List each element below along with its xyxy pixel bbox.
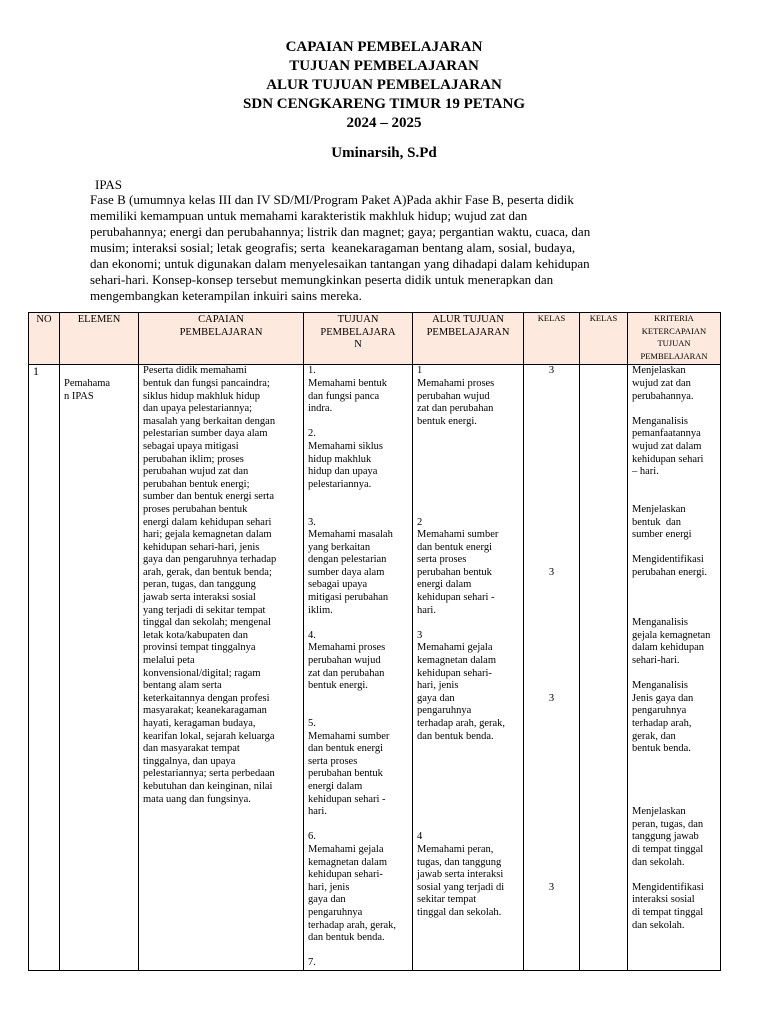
cell-line: Mengidentifikasi xyxy=(632,554,704,566)
cell-line: 1. xyxy=(308,365,316,377)
cell-line: hari, jenis xyxy=(308,881,350,893)
cell-line xyxy=(417,428,519,441)
cell-line xyxy=(632,479,716,492)
cell-line: peran, tugas, dan xyxy=(632,818,704,830)
row-elemen xyxy=(60,365,139,971)
cell-line: Memahami sumber xyxy=(308,730,390,742)
cell-line: 4. xyxy=(308,629,316,641)
cell-line: terhadap arah, gerak, xyxy=(417,718,506,729)
cell-line xyxy=(528,504,575,517)
cell-line xyxy=(632,869,716,882)
cell-line xyxy=(64,365,134,378)
cell-line: sebagai upaya mitigasi xyxy=(143,440,239,452)
cell-line xyxy=(528,441,575,454)
cell-line: iklim. xyxy=(308,604,333,616)
cell-line: kehidupan sehari xyxy=(632,453,704,465)
cell-line: 3 xyxy=(548,881,555,893)
author-name: Uminarsih, S.Pd xyxy=(331,145,437,161)
cell-line: sosial yang terjadi di xyxy=(417,881,505,893)
cell-line xyxy=(632,781,716,794)
cell-line: indra. xyxy=(308,403,333,415)
cell-line: 2 xyxy=(417,516,423,528)
cell-line xyxy=(417,491,519,504)
cell-line xyxy=(528,806,575,819)
cell-line xyxy=(632,579,716,592)
cell-line: melalui peta xyxy=(143,655,195,667)
intro-paragraph xyxy=(90,192,685,304)
cell-line xyxy=(528,605,575,618)
cell-line: provinsi tempat tinggalnya xyxy=(143,642,256,654)
cell-line xyxy=(308,416,408,429)
cell-line: Memahami bentuk xyxy=(308,377,388,389)
cell-line: tinggal dan sekolah. xyxy=(417,906,502,918)
cell-line: energi dalam kehidupan sehari xyxy=(143,516,272,528)
cell-line xyxy=(528,831,575,844)
cell-line xyxy=(528,391,575,404)
cell-line: dengan pelestarian xyxy=(308,554,387,566)
cell-line xyxy=(528,768,575,781)
cell-line: wujud zat dalam xyxy=(632,440,702,452)
cell-line: Memahami gejala xyxy=(308,843,384,855)
cell-line: Memahami peran, xyxy=(417,843,494,855)
cell-line xyxy=(308,504,408,517)
cell-line: serta proses xyxy=(417,554,467,566)
cell-line: dan sekolah. xyxy=(632,856,685,868)
cell-line: bentuk dan fungsi pancaindra; xyxy=(143,377,270,389)
cell-line: n IPAS xyxy=(64,390,94,402)
cell-line: kehidupan sehari - xyxy=(308,793,386,805)
cell-line: mitigasi perubahan xyxy=(308,592,389,604)
cell-line: sehari-hari. xyxy=(632,655,680,667)
cell-line: 3 xyxy=(417,629,423,641)
cell-line: energi dalam xyxy=(417,579,472,591)
cell-line xyxy=(528,844,575,857)
cell-line: dan bentuk energi xyxy=(308,743,384,755)
cell-line: perubahan bentuk xyxy=(417,566,492,578)
cell-line: Memahami sumber xyxy=(417,529,499,541)
cell-line xyxy=(417,756,519,769)
cell-line xyxy=(632,794,716,807)
cell-line: letak kota/kabupaten dan xyxy=(143,629,248,641)
cell-line: terhadap arah, xyxy=(632,718,692,729)
cell-line: peran, tugas, dan tanggung xyxy=(143,579,256,591)
cell-line: siklus hidup makhluk hidup xyxy=(143,390,260,402)
cell-line: jawab serta interaksi sosial xyxy=(143,592,256,604)
cell-line xyxy=(528,756,575,769)
cell-line: yang terjadi di sekitar tempat xyxy=(143,604,266,616)
cell-line xyxy=(528,731,575,744)
cell-line: PEMBELAJARAN xyxy=(640,350,708,361)
intro-line: perubahannya; energi dan perubahannya; listrik dan magnet; gaya; pergantian waktu, cuaca, dan xyxy=(90,224,591,239)
cell-line: Peserta didik memahami xyxy=(143,365,247,377)
cell-line xyxy=(528,819,575,832)
cell-line xyxy=(632,592,716,605)
cell-line xyxy=(528,705,575,718)
cell-line xyxy=(528,630,575,643)
cell-line xyxy=(417,441,519,454)
title-line: ALUR TUJUAN PEMBELAJARAN xyxy=(266,77,502,93)
cell-line xyxy=(528,579,575,592)
cell-line xyxy=(632,768,716,781)
cell-line: perubahan energi. xyxy=(632,566,708,578)
cell-line: Menjelaskan xyxy=(632,365,686,377)
header-no: NO xyxy=(29,313,60,365)
intro-line: memiliki kemampuan untuk memahami karakteristik makhluk hidup; wujud zat dan xyxy=(90,208,528,223)
cell-line xyxy=(632,491,716,504)
cell-line: kehidupan sehari- xyxy=(417,667,492,679)
cell-line: ALUR TUJUAN xyxy=(432,314,504,325)
cell-line: kemagnetan dalam xyxy=(308,856,388,868)
cell-line xyxy=(417,504,519,517)
cell-line: perubahan wujud xyxy=(417,390,490,402)
cell-line: Memahami proses xyxy=(308,642,386,654)
cell-line: tinggalnya, dan upaya xyxy=(143,755,236,767)
cell-line xyxy=(528,416,575,429)
cell-line: 2. xyxy=(308,428,316,440)
cell-line: di tempat tinggal xyxy=(632,906,704,918)
cell-line: 4 xyxy=(417,831,423,843)
cell-line: hayati, keragaman budaya, xyxy=(143,718,256,729)
cell-line: gaya dan xyxy=(308,894,346,906)
cell-line: 7. xyxy=(308,957,316,969)
intro-line: sehari-hari. Konsep-konsep tersebut memungkinkan peserta didik untuk menerapkan dan xyxy=(90,272,554,287)
cell-line xyxy=(528,642,575,655)
cell-line: terhadap arah, gerak, xyxy=(308,919,397,931)
cell-line: tinggal dan sekolah; mengenal xyxy=(143,617,272,629)
cell-line: dalam kehidupan xyxy=(632,642,705,654)
title-line: 2024 – 2025 xyxy=(346,115,422,131)
cell-line xyxy=(528,680,575,693)
cell-line xyxy=(528,428,575,441)
cell-line: tanggung jawab xyxy=(632,831,699,843)
cell-line: arah, gerak, dan bentuk benda; xyxy=(143,566,272,578)
cell-line: 3. xyxy=(308,516,316,528)
learning-objectives-table xyxy=(28,312,721,971)
cell-line: kearifan lokal, sejarah keluarga xyxy=(143,730,275,742)
cell-line: perubahan wujud xyxy=(308,655,381,667)
cell-line: konvensional/digital; ragam xyxy=(143,667,261,679)
cell-line: PEMBELAJARAN xyxy=(426,326,510,338)
title-line: CAPAIAN PEMBELAJARAN xyxy=(285,39,483,55)
cell-line: bentang alam serta xyxy=(143,680,222,692)
cell-line: pengaruhnya xyxy=(417,705,472,717)
cell-line xyxy=(308,693,408,706)
cell-line: jawab serta interaksi xyxy=(417,869,504,881)
cell-line xyxy=(308,819,408,832)
cell-line xyxy=(308,617,408,630)
header-kelas-1: KELAS xyxy=(524,313,580,365)
cell-line: Memahami proses xyxy=(417,377,495,389)
cell-line: Pemahama xyxy=(64,377,111,389)
title-line: SDN CENGKARENG TIMUR 19 PETANG xyxy=(243,96,525,112)
cell-line: hari, jenis xyxy=(417,680,459,692)
cell-line xyxy=(528,378,575,391)
cell-line: 3 xyxy=(548,365,555,377)
row-tujuan xyxy=(304,365,413,971)
cell-line xyxy=(528,857,575,870)
cell-line: kehidupan sehari- xyxy=(308,869,383,881)
cell-line: CAPAIAN xyxy=(198,314,244,325)
cell-line: KRITERIA xyxy=(654,313,694,323)
cell-line: bentuk energi. xyxy=(308,680,368,692)
cell-line xyxy=(528,491,575,504)
cell-line: pemanfaatannya xyxy=(632,428,701,440)
cell-line xyxy=(528,655,575,668)
cell-line: bentuk energi. xyxy=(417,415,477,427)
header-capaian xyxy=(139,313,304,365)
cell-line: dan sekolah. xyxy=(632,919,685,931)
cell-line xyxy=(528,869,575,882)
cell-line: 3 xyxy=(548,566,555,578)
cell-line xyxy=(417,819,519,832)
cell-line: Memahami gejala xyxy=(417,642,493,654)
cell-line xyxy=(632,668,716,681)
cell-line: hidup dan upaya xyxy=(308,466,378,478)
cell-line: mata uang dan fungsinya. xyxy=(143,793,251,805)
cell-line: hidup makhluk xyxy=(308,453,372,465)
cell-line: interaksi sosial xyxy=(632,894,695,906)
cell-line: pengaruhnya xyxy=(632,705,687,717)
cell-line xyxy=(528,718,575,731)
header-kriteria xyxy=(628,313,721,365)
cell-line: dan bentuk benda. xyxy=(308,932,385,944)
cell-line: Menganalisis xyxy=(632,680,688,692)
row-no: 1 xyxy=(29,365,60,971)
cell-line: kehidupan sehari - xyxy=(417,592,495,604)
intro-line: musim; interaksi sosial; letak geografis; serta keanekaragaman bentang alam, sosial, budaya, xyxy=(90,240,576,255)
cell-line xyxy=(528,466,575,479)
cell-line: gerak, dan xyxy=(632,730,676,742)
cell-line: TUJUAN xyxy=(337,314,379,325)
cell-line: Menganalisis xyxy=(632,415,688,427)
cell-line: serta proses xyxy=(308,755,358,767)
cell-line: 6. xyxy=(308,831,316,843)
cell-line: TUJUAN xyxy=(657,338,691,349)
header-elemen: ELEMEN xyxy=(60,313,139,365)
cell-line: 1 xyxy=(417,365,423,377)
cell-line: perubahannya. xyxy=(632,390,694,402)
row-kelas xyxy=(524,365,580,971)
title-line: TUJUAN PEMBELAJARAN xyxy=(289,58,479,74)
cell-line xyxy=(417,617,519,630)
cell-line: hari. xyxy=(417,604,436,616)
cell-line xyxy=(308,705,408,718)
cell-line: perubahan wujud zat dan xyxy=(143,466,249,478)
cell-line xyxy=(528,794,575,807)
cell-line: Memahami siklus xyxy=(308,440,383,452)
cell-line: Jenis gaya dan xyxy=(632,692,694,704)
cell-line: PEMBELAJARA xyxy=(320,326,396,338)
cell-line: hari; gejala kemagnetan dalam xyxy=(143,529,272,541)
cell-line: Mengidentifikasi xyxy=(632,881,704,893)
cell-line: sekitar tempat xyxy=(417,894,477,906)
cell-line: KETERCAPAIAN xyxy=(641,325,707,336)
cell-line: perubahan bentuk xyxy=(308,768,383,780)
cell-line xyxy=(528,454,575,467)
row-kelas-empty xyxy=(580,365,628,971)
cell-line: gaya dan pengaruhnya terhadap xyxy=(143,554,277,566)
cell-line xyxy=(632,605,716,618)
cell-line xyxy=(417,768,519,781)
cell-line xyxy=(417,794,519,807)
cell-line: kebutuhan dan keinginan, nilai xyxy=(143,780,273,792)
cell-line xyxy=(528,403,575,416)
header-tujuan xyxy=(304,313,413,365)
cell-line: wujud zat dan xyxy=(632,377,691,389)
subject-label: IPAS xyxy=(95,177,122,192)
cell-line xyxy=(417,454,519,467)
cell-line: sumber daya alam xyxy=(308,566,385,578)
cell-line: 5. xyxy=(308,718,316,729)
cell-line: dan fungsi panca xyxy=(308,390,380,402)
cell-line: keterkaitannya dengan profesi xyxy=(143,692,270,704)
cell-line xyxy=(528,781,575,794)
cell-line: pelestariannya. xyxy=(308,478,372,490)
intro-line: Fase B (umumnya kelas III dan IV SD/MI/Program Paket A)Pada akhir Fase B, peserta didik xyxy=(90,192,574,207)
cell-line xyxy=(528,517,575,530)
cell-line: pelestariannya; serta perbedaan xyxy=(143,768,275,780)
cell-line xyxy=(308,491,408,504)
cell-line: kemagnetan dalam xyxy=(417,655,497,667)
row-kriteria xyxy=(628,365,721,971)
cell-line: proses perubahan bentuk xyxy=(143,503,248,515)
table-row xyxy=(29,365,721,971)
intro-line: mengembangkan keterampilan inkuiri sains mereka. xyxy=(90,288,362,303)
cell-line xyxy=(528,479,575,492)
intro-line: dan ekonomi; untuk digunakan dalam menyelesaikan tantangan yang dihadapi dalam kehidupan xyxy=(90,256,590,271)
cell-line: gaya dan xyxy=(417,692,455,704)
cell-line: bentuk benda. xyxy=(632,743,691,755)
cell-line xyxy=(528,554,575,567)
cell-line xyxy=(308,945,408,958)
cell-line xyxy=(417,479,519,492)
cell-line: energi dalam xyxy=(308,780,363,792)
cell-line xyxy=(417,781,519,794)
cell-line: zat dan perubahan xyxy=(308,667,385,679)
cell-line xyxy=(417,466,519,479)
cell-line: Memahami masalah xyxy=(308,529,393,541)
cell-line xyxy=(632,403,716,416)
cell-line: bentuk dan xyxy=(632,516,681,528)
cell-line xyxy=(417,743,519,756)
cell-line xyxy=(632,756,716,769)
cell-line: hari. xyxy=(308,806,327,818)
cell-line: pelestarian sumber daya alam xyxy=(143,428,268,440)
cell-line: tugas, dan tanggung xyxy=(417,856,502,868)
header-alur xyxy=(413,313,524,365)
header-kelas-2: KELAS xyxy=(580,313,628,365)
cell-line xyxy=(528,529,575,542)
cell-line: kehidupan sehari-hari, jenis xyxy=(143,541,260,553)
cell-line: pengaruhnya xyxy=(308,906,363,918)
cell-line: di tempat tinggal xyxy=(632,843,704,855)
cell-line xyxy=(528,743,575,756)
cell-line: Menjelaskan xyxy=(632,503,686,515)
cell-line xyxy=(528,617,575,630)
cell-line: sebagai upaya xyxy=(308,579,368,591)
cell-line: – hari. xyxy=(632,466,659,478)
cell-line xyxy=(417,806,519,819)
row-alur xyxy=(413,365,524,971)
cell-line xyxy=(528,542,575,555)
cell-line: masyarakat; keanekaragaman xyxy=(143,705,267,717)
cell-line: dan bentuk benda. xyxy=(417,730,494,742)
cell-line: zat dan perubahan xyxy=(417,403,494,415)
cell-line: PEMBELAJARAN xyxy=(179,326,263,338)
cell-line: perubahan bentuk energi; xyxy=(143,478,250,490)
cell-line xyxy=(632,542,716,555)
cell-line: N xyxy=(354,339,362,351)
document-title xyxy=(0,38,768,133)
cell-line: Menjelaskan xyxy=(632,806,686,818)
cell-line: masalah yang berkaitan dengan xyxy=(143,415,276,427)
cell-line: Menganalisis xyxy=(632,617,688,629)
cell-line: perubahan iklim; proses xyxy=(143,453,244,465)
cell-line: 3 xyxy=(548,692,555,704)
cell-line: gejala kemagnetan xyxy=(632,629,711,641)
cell-line: dan upaya pelestariannya; xyxy=(143,403,253,415)
cell-line: sumber energi xyxy=(632,529,692,541)
row-capaian xyxy=(139,365,304,971)
cell-line: dan masyarakat tempat xyxy=(143,743,240,755)
cell-line xyxy=(528,592,575,605)
cell-line: yang berkaitan xyxy=(308,541,371,553)
cell-line: sumber dan bentuk energi serta xyxy=(143,491,275,503)
cell-line xyxy=(528,668,575,681)
cell-line: dan bentuk energi xyxy=(417,541,493,553)
